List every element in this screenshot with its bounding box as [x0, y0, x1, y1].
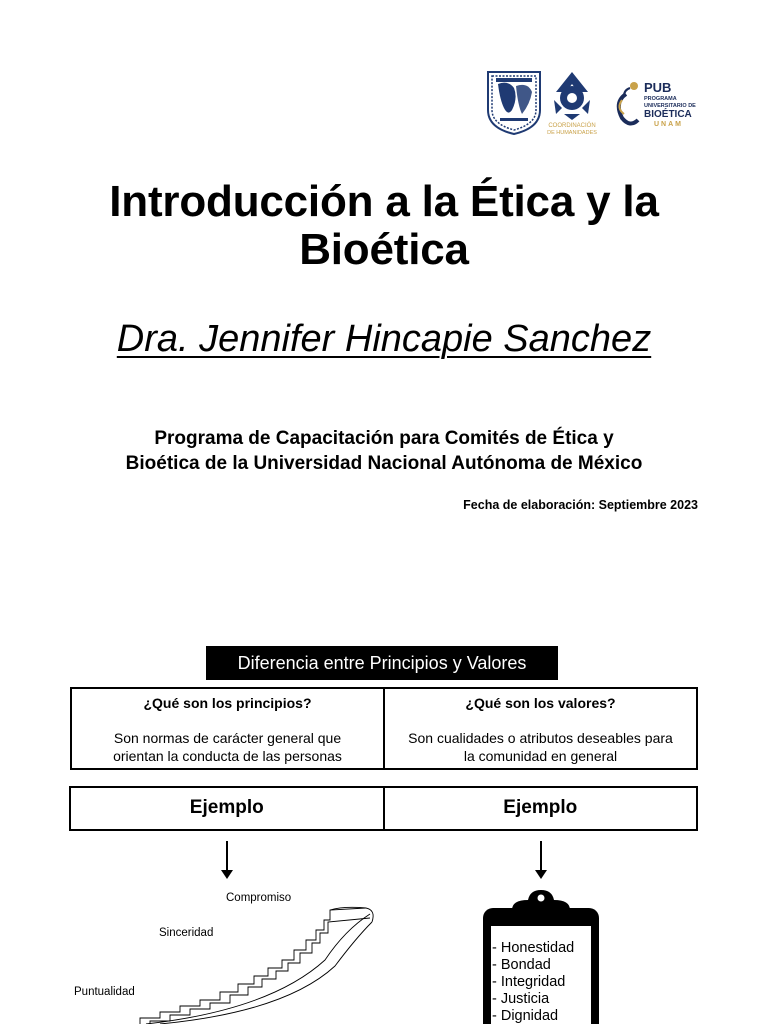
example-label-right: Ejemplo — [383, 788, 697, 829]
down-arrow-icon — [540, 841, 542, 871]
valores-heading: ¿Qué son los valores? — [465, 695, 616, 711]
values-list — [492, 940, 592, 1025]
pub-logo-line1: PROGRAMA — [644, 96, 677, 102]
example-header-row — [69, 786, 698, 831]
principios-heading: ¿Qué son los principios? — [143, 695, 312, 711]
valores-definition-line-2: la comunidad en general — [463, 748, 618, 764]
pub-logo-title: PUB — [644, 80, 672, 95]
page-title — [40, 178, 728, 274]
list-item: - Integridad — [492, 974, 566, 990]
principios-column — [72, 689, 383, 768]
valores-column — [383, 689, 696, 768]
list-item: - Honestidad — [492, 940, 575, 956]
principios-definition-line-2: orientan la conducta de las personas — [113, 748, 342, 764]
coordinacion-humanidades-logo-icon — [554, 72, 590, 120]
program-line-1: Programa de Capacitación para Comités de Ética y — [154, 428, 614, 449]
list-item: - Bondad — [492, 957, 551, 973]
comparison-table — [70, 687, 698, 770]
logo-strip — [484, 70, 698, 136]
section-title: Diferencia entre Principios y Valores — [206, 646, 558, 680]
program-description — [40, 426, 728, 476]
stair-label-puntualidad: Puntualidad — [74, 986, 135, 998]
pub-logo-line4: UNAM — [654, 121, 683, 128]
staircase-icon — [130, 900, 380, 1024]
pub-logo-line3: BIOÉTICA — [644, 109, 692, 120]
pub-bioetica-logo-icon — [619, 82, 638, 124]
author-name: Dra. Jennifer Hincapie Sanchez — [116, 318, 652, 360]
principios-definition — [72, 729, 383, 765]
list-item: - Justicia — [492, 991, 550, 1007]
page-title-line-2: Bioética — [299, 225, 469, 274]
stair-label-sinceridad: Sinceridad — [159, 927, 214, 939]
fecha-elaboracion: Fecha de elaboración: Septiembre 2023 — [463, 498, 698, 512]
page-title-line-1: Introducción a la Ética y la — [109, 177, 659, 226]
example-label-left: Ejemplo — [189, 797, 264, 818]
valores-definition — [385, 729, 696, 765]
valores-definition-line-1: Son cualidades o atributos deseables para — [408, 730, 673, 746]
program-line-2: Bioética de la Universidad Nacional Autónoma de México — [125, 453, 643, 474]
pub-logo-line2: UNIVERSITARIO DE — [644, 103, 696, 109]
principios-definition-line-1: Son normas de carácter general que — [113, 730, 342, 746]
list-item: - Dignidad — [492, 1008, 559, 1024]
unam-shield-icon — [488, 72, 540, 134]
coordinacion-logo-text-1: COORDINACIÓN — [548, 123, 596, 129]
coordinacion-logo-text-2: DE HUMANIDADES — [547, 130, 597, 136]
logos-svg — [484, 70, 698, 136]
stair-label-compromiso: Compromiso — [226, 892, 292, 904]
down-arrow-icon — [226, 841, 228, 871]
